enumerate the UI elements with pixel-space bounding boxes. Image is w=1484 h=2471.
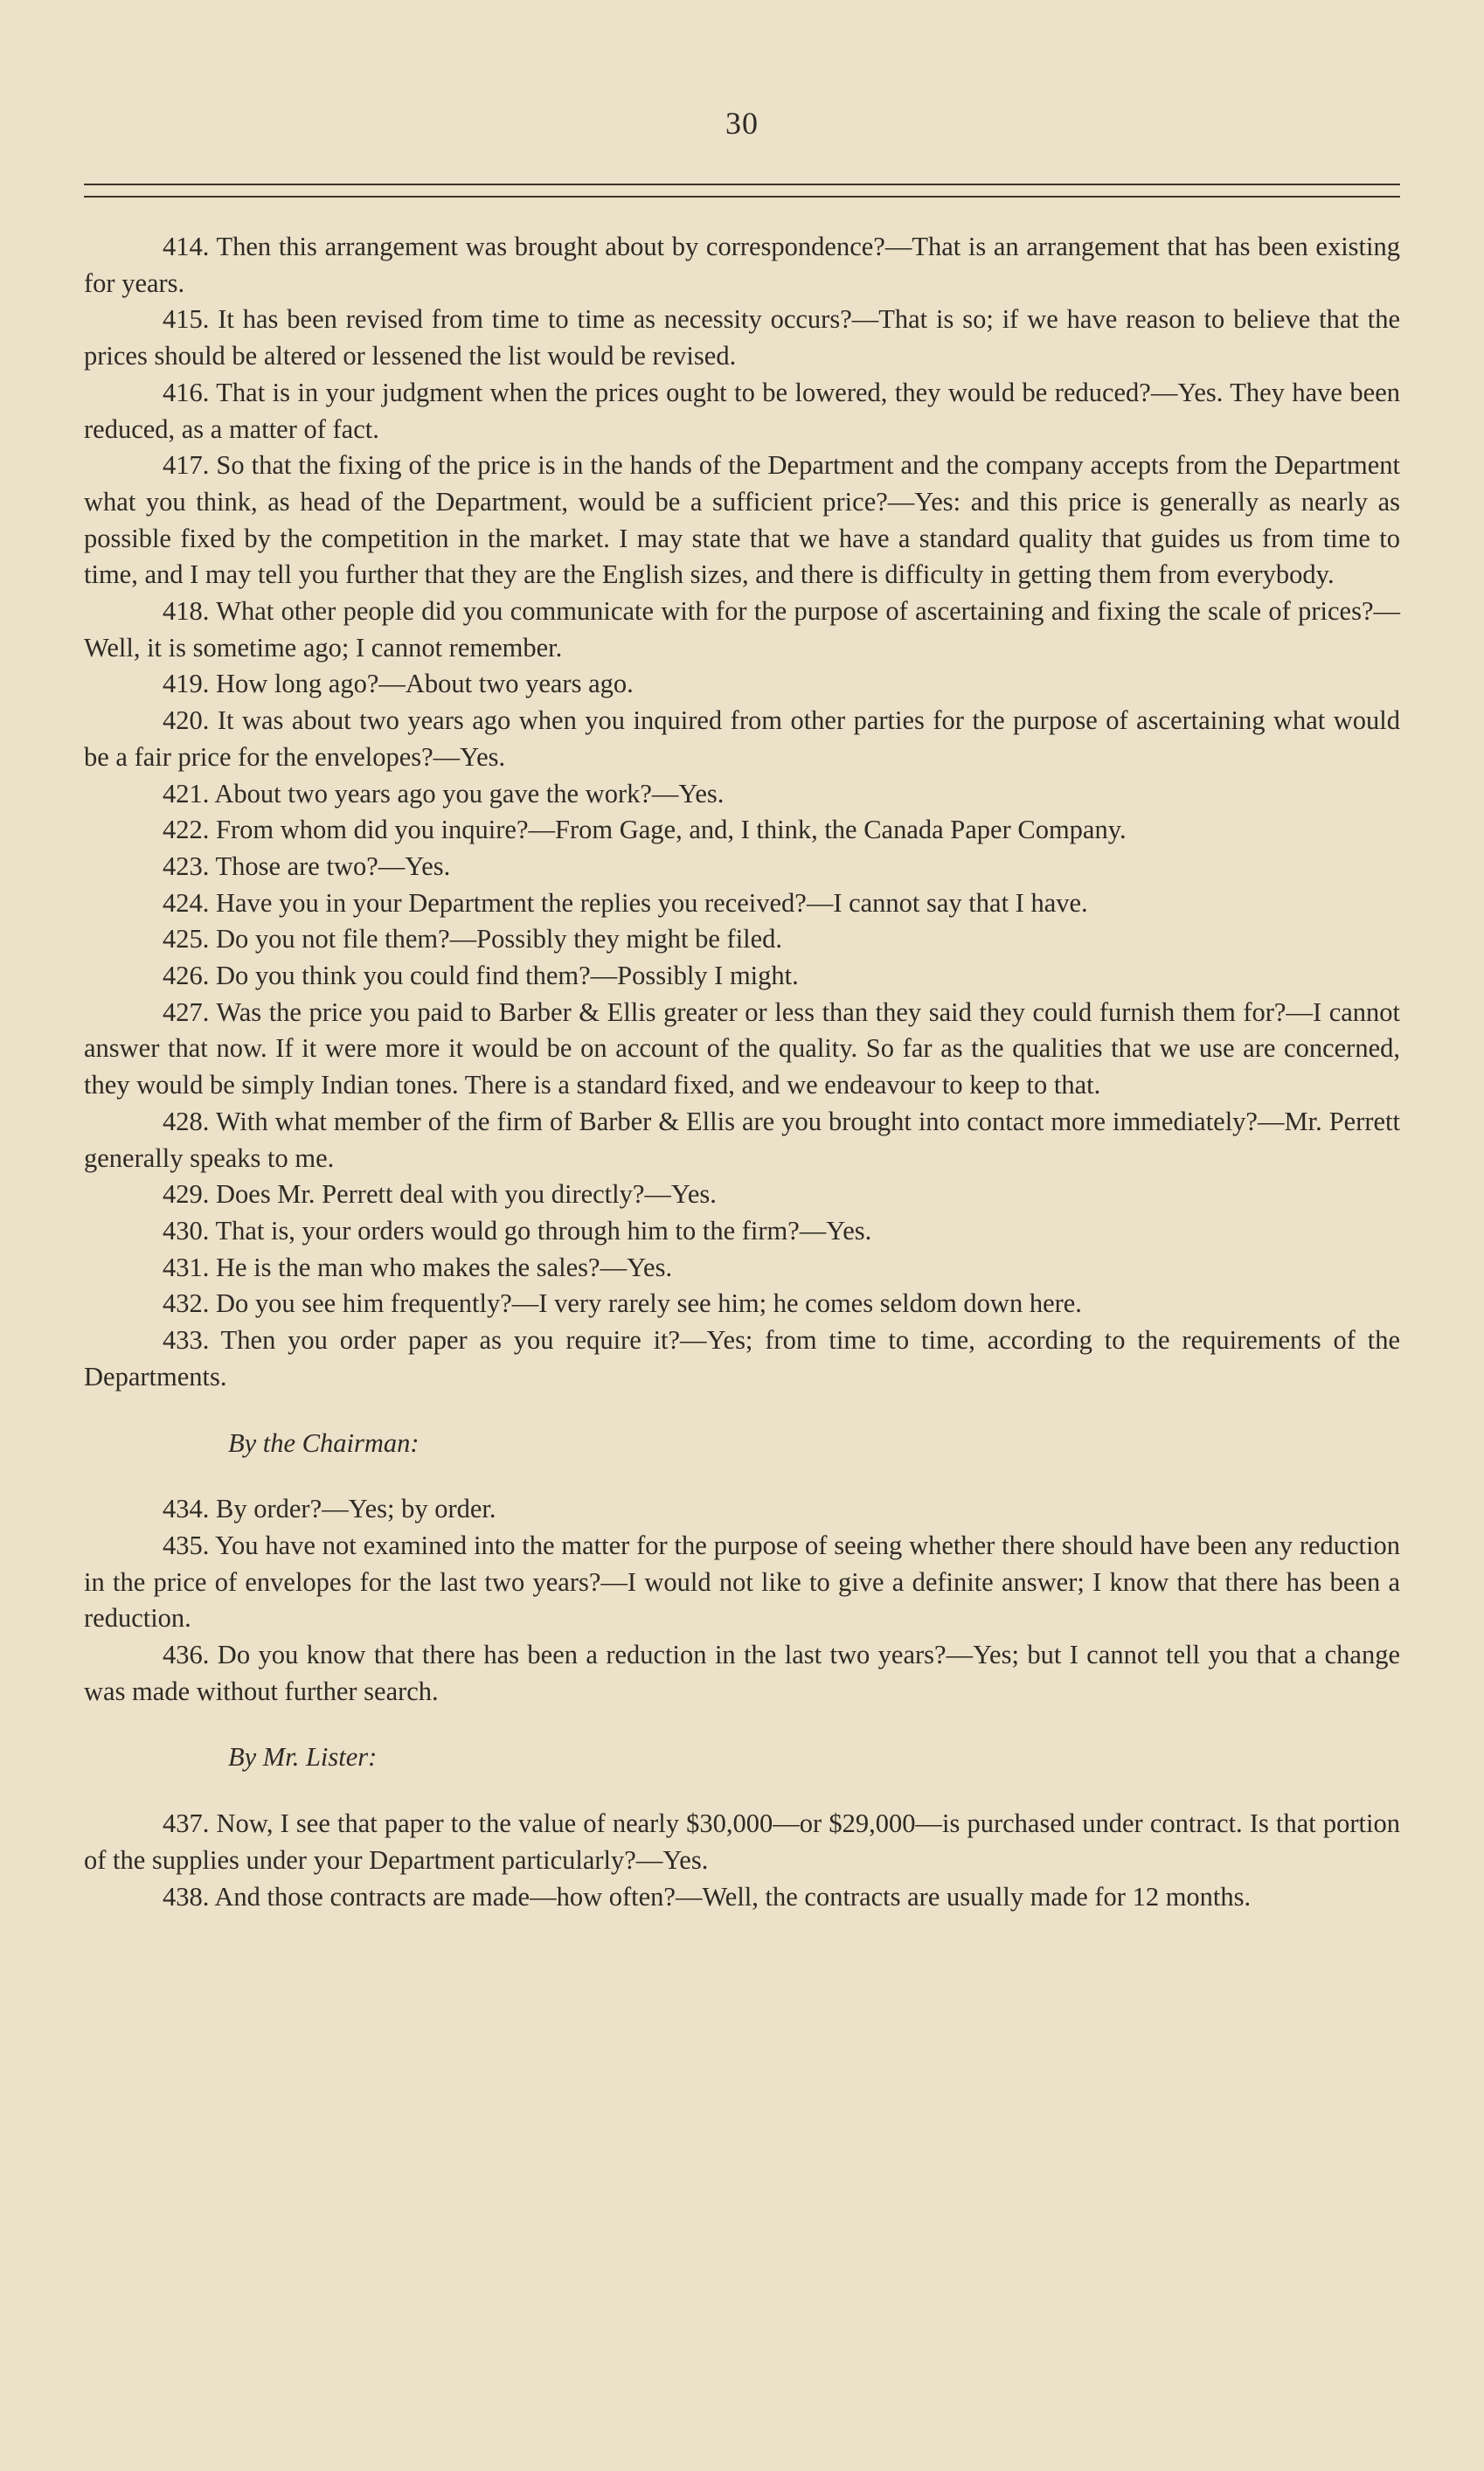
question-416: 416. That is in your judgment when the prices ought to be lowered, they would be reduced?—Yes. They have been reduced, as a matter of fact.: [84, 377, 1400, 444]
question-421: 421. About two years ago you gave the work?—Yes.: [163, 778, 725, 809]
question-436: 436. Do you know that there has been a reduction in the last two years?—Yes; but I cannot tell you that a change was made without further search.: [84, 1640, 1400, 1706]
section-heading-chairman: By the Chairman:: [228, 1427, 420, 1458]
section-by-mr-lister: [84, 1739, 1400, 1915]
question-434: 434. By order?—Yes; by order.: [163, 1494, 496, 1524]
testimony-body: [84, 229, 1400, 1915]
header-rule-bottom: [84, 196, 1400, 198]
question-433: 433. Then you order paper as you require it?—Yes; from time to time, according to the requirements of the Departments.: [84, 1325, 1400, 1392]
question-432: 432. Do you see him frequently?—I very rarely see him; he comes seldom down here.: [163, 1288, 1082, 1319]
question-415: 415. It has been revised from time to time as necessity occurs?—That is so; if we have reason to believe that the prices should be altered or lessened the list would be revised.: [84, 304, 1400, 371]
question-414: 414. Then this arrangement was brought about by correspondence?—That is an arrangement that has been existing for years.: [84, 232, 1400, 298]
question-430: 430. That is, your orders would go through him to the firm?—Yes.: [163, 1215, 872, 1246]
question-420: 420. It was about two years ago when you inquired from other parties for the purpose of ascertaining what would be a fair price for the envelopes?—Yes.: [84, 705, 1400, 772]
question-424: 424. Have you in your Department the replies you received?—I cannot say that I have.: [163, 887, 1088, 918]
question-422: 422. From whom did you inquire?—From Gage, and, I think, the Canada Paper Company.: [163, 815, 1127, 845]
page-number: 30: [725, 106, 759, 141]
question-425: 425. Do you not file them?—Possibly they might be filed.: [163, 924, 783, 954]
question-417: 417. So that the fixing of the price is in the hands of the Department and the company accepts from the Department what you think, as head of the Department, would be a sufficient price?—Yes: and this price is generally as nearly as possible fixed by the competition in the market. I may state that we have a standard quality that guides us from time to time, and I may tell you further that they are the English sizes, and there is difficulty in getting them from everybody.: [84, 450, 1400, 590]
question-423: 423. Those are two?—Yes.: [163, 850, 451, 881]
question-429: 429. Does Mr. Perrett deal with you directly?—Yes.: [163, 1179, 717, 1210]
header-rule-top: [84, 184, 1400, 185]
question-426: 426. Do you think you could find them?—Possibly I might.: [163, 961, 799, 991]
section-opening: [84, 229, 1400, 1396]
section-heading-lister: By Mr. Lister:: [228, 1742, 378, 1773]
question-435: 435. You have not examined into the matter for the purpose of seeing whether there should have been any reduction in the price of envelopes for the last two years?—I would not like to give a definite answer; I know that there has been a reduction.: [84, 1530, 1400, 1634]
question-427: 427. Was the price you paid to Barber & Ellis greater or less than they said they could furnish them for?—I cannot answer that now. If it were more it would be on account of the quality. So far as the qualities that we use are concerned, they would be simply Indian tones. There is a standard fixed, and we endeavour to keep to that.: [84, 996, 1400, 1100]
question-437: 437. Now, I see that paper to the value of nearly $30,000—or $29,000—is purchased under contract. Is that portion of the supplies under your Department particularly?—Yes.: [84, 1808, 1400, 1875]
section-by-the-chairman: [84, 1426, 1400, 1711]
question-428: 428. With what member of the firm of Barber & Ellis are you brought into contact more immediately?—Mr. Perrett generally speaks to me.: [84, 1106, 1400, 1173]
question-419: 419. How long ago?—About two years ago.: [163, 669, 634, 699]
question-438: 438. And those contracts are made—how often?—Well, the contracts are usually made for 12 months.: [163, 1881, 1252, 1912]
question-431: 431. He is the man who makes the sales?—Yes.: [163, 1252, 673, 1282]
question-418: 418. What other people did you communicate with for the purpose of ascertaining and fixing the scale of prices?—Well, it is sometime ago; I cannot remember.: [84, 596, 1400, 663]
